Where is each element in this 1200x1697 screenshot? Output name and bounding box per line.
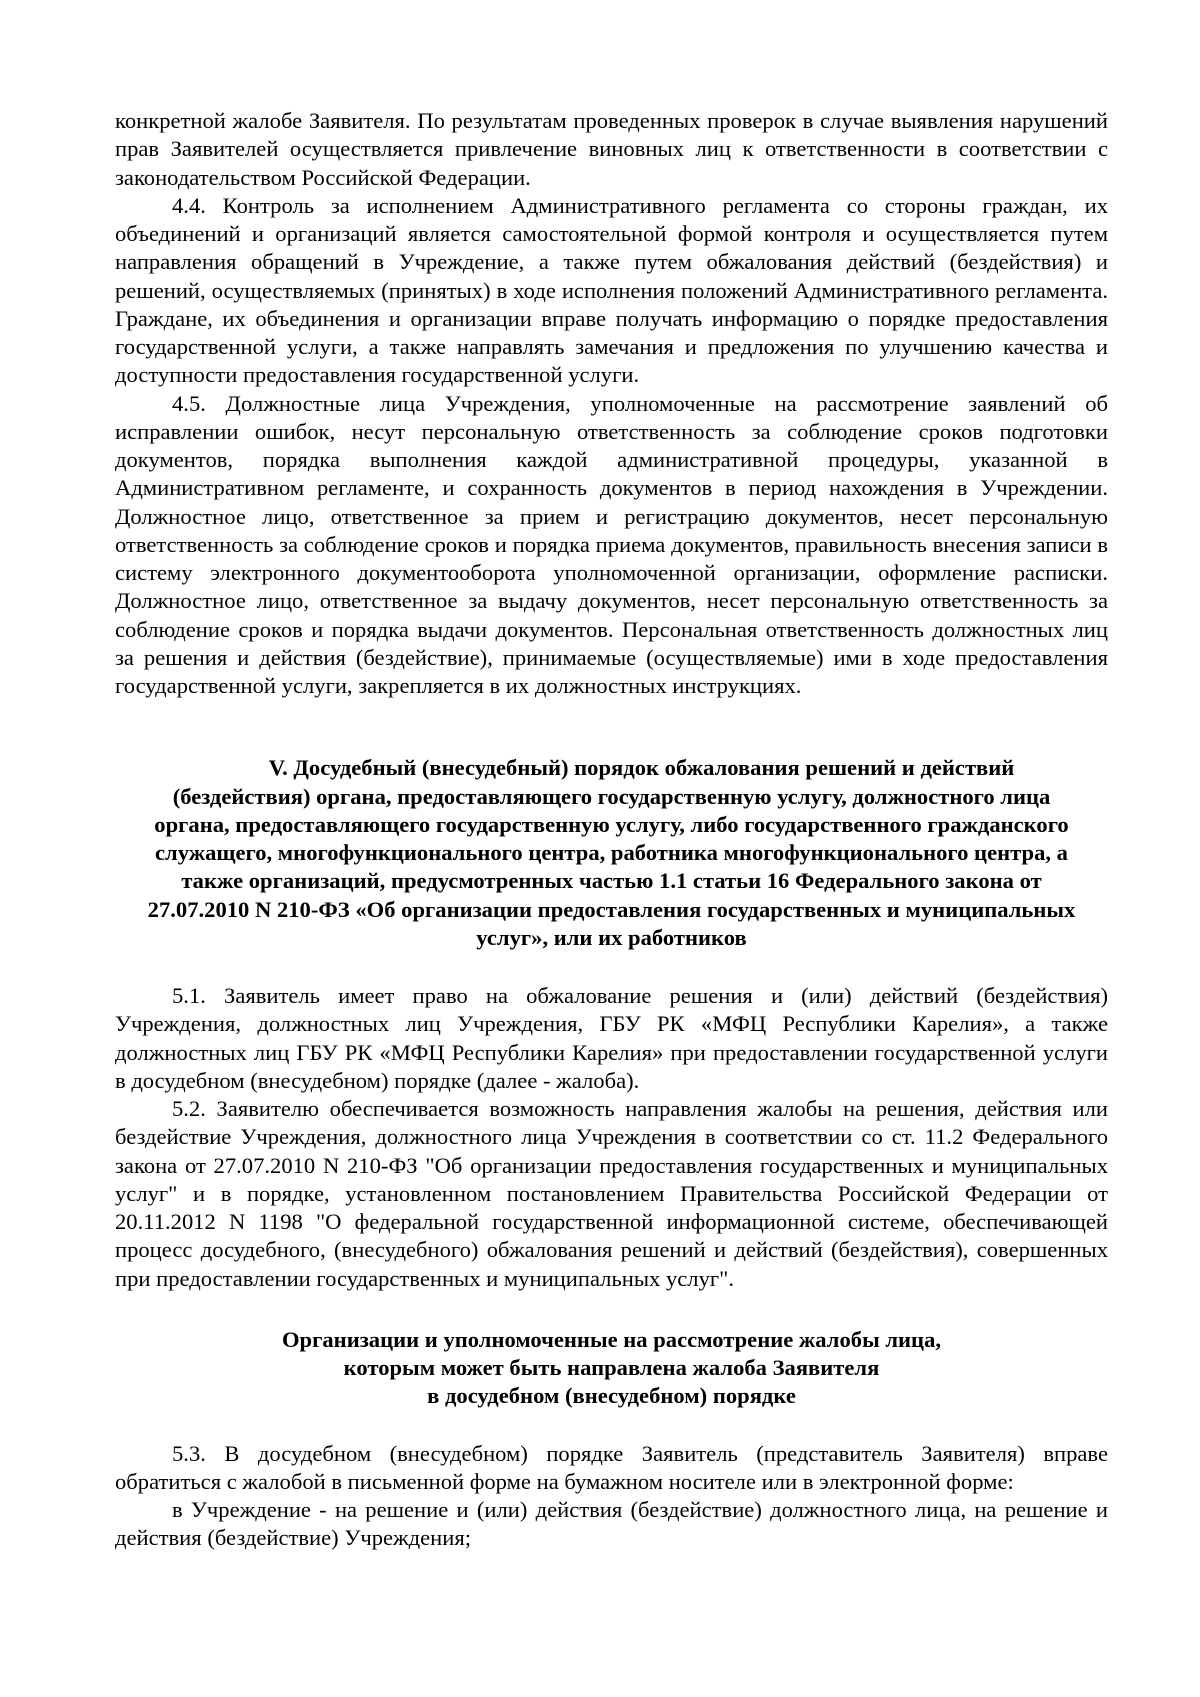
paragraph-5-3: 5.3. В досудебном (внесудебном) порядке Заявитель (представитель Заявителя) вправе обратиться с жалобой в письменной форме на бумажном носителе или в электронной форме: — [115, 1440, 1108, 1494]
paragraph-4-5: 4.5. Должностные лица Учреждения, уполномоченные на рассмотрение заявлений об исправлении ошибок, несут персональную ответственность за соблюдение сроков подготовки документов, порядка выполнения каждой административной процедуры, указанной в Административном регламенте, и сохранность документов в период нахождения в Учреждении. Должностное лицо, ответственное за прием и регистрацию документов, несет персональную ответственность за соблюдение сроков и порядка приема документов, правильность внесения записи в систему электронного документооборота уполномоченной организации, оформление расписки. Должностное лицо, ответственное за выдачу документов, несет персональную ответственность за соблюдение сроков и порядка выдачи документов. Персональная ответственность должностных лиц за решения и действия (бездействие), принимаемые (осуществляемые) ими в ходе предоставления государственной услуги, закрепляется в их должностных инструкциях. — [115, 390, 1108, 698]
paragraph-continuation: конкретной жалобе Заявителя. По результатам проведенных проверок в случае выявления нарушений прав Заявителей осуществляется привлечение виновных лиц к ответственности в соответствии с законодательством Российской Федерации. — [115, 108, 1108, 190]
paragraph-5-3-item-institution: в Учреждение - на решение и (или) действия (бездействие) должностного лица, на решение и действия (бездействие) Учреждения; — [115, 1497, 1108, 1551]
section-v-heading-line: служащего, многофункционального центра, работника многофункционального центра, а — [155, 840, 1068, 865]
paragraph-4-4: 4.4. Контроль за исполнением Административного регламента со стороны граждан, их объединений и организаций является самостоятельной формой контроля и осуществляется путем направления обращений в Учреждение, а также путем обжалования действий (бездействия) и решений, осуществляемых (принятых) в ходе исполнения положений Административного регламента. Граждане, их объединения и организации вправе получать информацию о порядке предоставления государственной услуги, а также направлять замечания и предложения по улучшению качества и доступности предоставления государственной услуги. — [115, 192, 1108, 388]
section-v-heading-line: 27.07.2010 N 210-ФЗ «Об организации предоставления государственных и муниципальных — [147, 896, 1076, 922]
paragraph-5-1: 5.1. Заявитель имеет право на обжалование решения и (или) действий (бездействия) Учреждения, должностных лиц Учреждения, ГБУ РК «МФЦ Республики Карелия», а также должностных лиц ГБУ РК «МФЦ Республики Карелия» при предоставлении государственной услуги в досудебном (внесудебном) порядке (далее - жалоба). — [115, 983, 1108, 1093]
section-v-heading-line: V. Досудебный (внесудебный) порядок обжалования решений и действий — [268, 755, 1015, 781]
section-v-heading-line: органа, предоставляющего государственную услугу, либо государственного гражданского — [154, 811, 1069, 837]
section-v-heading — [115, 754, 1108, 952]
organizations-heading-line: в досудебном (внесудебном) порядке — [427, 1383, 796, 1409]
organizations-heading-line: которым может быть направлена жалоба Заявителя — [343, 1355, 880, 1380]
section-v-heading-line: (бездействия) органа, предоставляющего государственную услугу, должностного лица — [172, 783, 1051, 809]
section-v-heading-line: также организаций, предусмотренных частью 1.1 статьи 16 Федерального закона от — [181, 868, 1042, 894]
section-v-heading-line: услуг», или их работников — [476, 924, 747, 950]
organizations-heading — [115, 1326, 1108, 1411]
document-body — [115, 107, 1108, 1553]
paragraph-5-2: 5.2. Заявителю обеспечивается возможность направления жалобы на решения, действия или бездействие Учреждения, должностного лица Учреждения в соответствии со ст. 11.2 Федерального закона от 27.07.2010 N 210-ФЗ "Об организации предоставления государственных и муниципальных услуг" и в порядке, установленном постановлением Правительства Российской Федерации от 20.11.2012 N 1198 "О федеральной государственной информационной системе, обеспечивающей процесс досудебного, (внесудебного) обжалования решений и действий (бездействия), совершенных при предоставлении государственных и муниципальных услуг". — [115, 1096, 1108, 1291]
organizations-heading-line: Организации и уполномоченные на рассмотрение жалобы лица, — [281, 1326, 942, 1352]
